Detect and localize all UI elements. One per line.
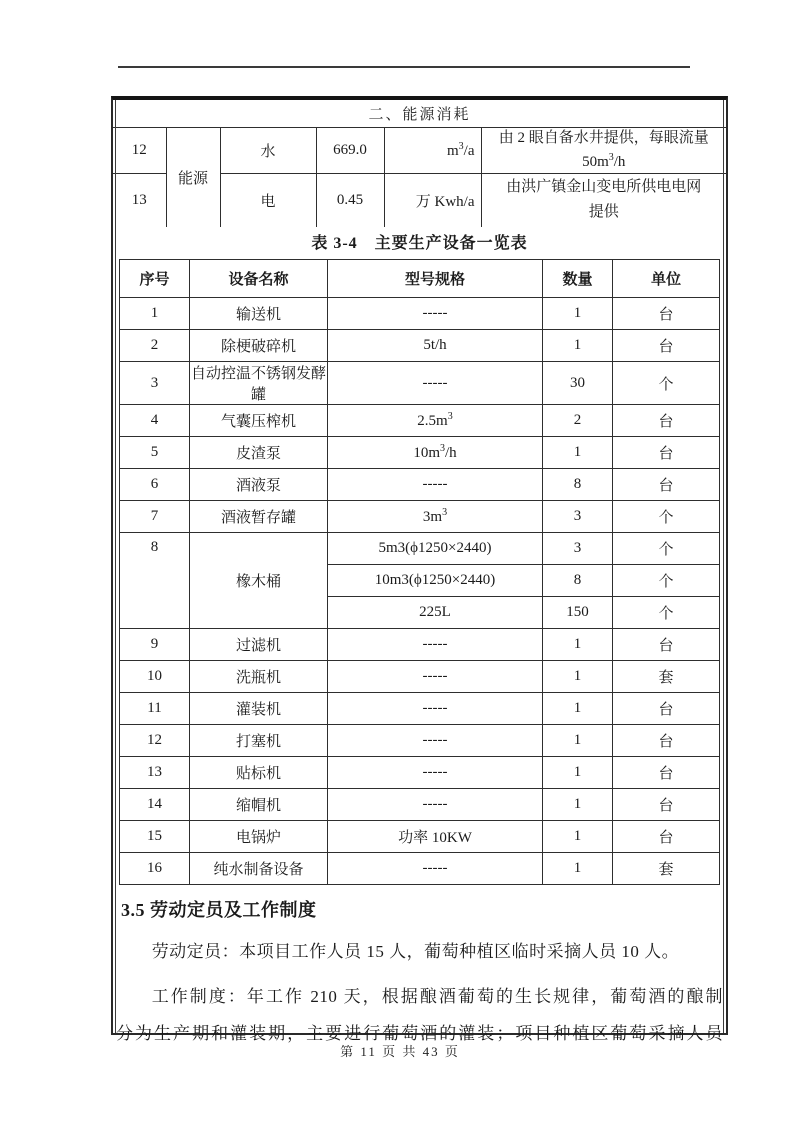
cell-unit: $m^3/a$ — [384, 127, 481, 173]
cell-name: 橡木桶 — [190, 533, 328, 629]
equipment-row — [120, 661, 720, 693]
cell-qty: 1 — [543, 789, 613, 821]
equipment-row — [120, 693, 720, 725]
column-header-spec: 型号规格 — [328, 260, 543, 298]
cell-qty: 1 — [543, 629, 613, 661]
cell-spec: ----- — [328, 469, 543, 501]
cell-qty: 1 — [543, 330, 613, 362]
cell-unit: 套 — [613, 661, 720, 693]
cell-qty: 1 — [543, 853, 613, 885]
equipment-header-row — [120, 260, 720, 298]
paragraph-schedule-line: 分为生产期和灌装期，主要进行葡萄酒的灌装；项目种植区葡萄采摘人员 — [116, 1024, 723, 1043]
cell-unit: 台 — [613, 629, 720, 661]
page-footer: 第 11 页 共 43 页 — [340, 1044, 460, 1059]
cell-spec: ----- — [328, 789, 543, 821]
cell-no: 16 — [120, 853, 190, 885]
section-heading: 3.5 劳动定员及工作制度 — [121, 900, 317, 920]
equipment-row — [120, 437, 720, 469]
cell-unit: 台 — [613, 821, 720, 853]
equipment-row — [120, 821, 720, 853]
cell-item: 水 — [220, 127, 316, 173]
cell-no: 12 — [120, 725, 190, 757]
cell-unit: 台 — [613, 330, 720, 362]
content-frame — [111, 96, 728, 1043]
cell-spec: ----- — [328, 362, 543, 405]
cell-qty: 2 — [543, 405, 613, 437]
cell-spec: ----- — [328, 853, 543, 885]
cell-no: 7 — [120, 501, 190, 533]
cell-no: 5 — [120, 437, 190, 469]
remark-line: 由 2 眼自备水井提供，每眼流量 — [498, 130, 709, 146]
cell-qty: 8 — [543, 469, 613, 501]
column-header-name: 设备名称 — [190, 260, 328, 298]
energy-section-title: 二、能源消耗 — [113, 100, 726, 127]
cell-qty: 1 — [543, 693, 613, 725]
remark-line: 提供 — [588, 204, 619, 221]
cell-spec: $10m^3/h$ — [328, 437, 543, 469]
cell-unit: 个 — [613, 362, 720, 405]
cell-remark — [481, 127, 726, 173]
cell-unit: 个 — [613, 565, 720, 597]
equipment-row — [120, 405, 720, 437]
cell-no: 9 — [120, 629, 190, 661]
cell-qty: 30 — [543, 362, 613, 405]
cell-value: 669.0 — [316, 127, 384, 173]
equipment-row — [120, 757, 720, 789]
cell-name: 打塞机 — [190, 725, 328, 757]
cell-qty: 1 — [543, 757, 613, 789]
cell-name: 自动控温不锈钢发酵罐 — [190, 362, 328, 405]
cell-no: 13 — [120, 757, 190, 789]
cell-no: 8 — [120, 533, 190, 629]
cell-qty: 3 — [543, 501, 613, 533]
energy-section-row — [113, 100, 726, 127]
cell-no: 13 — [113, 173, 166, 227]
cell-qty: 8 — [543, 565, 613, 597]
column-header-unit: 单位 — [613, 260, 720, 298]
cell-name: 过滤机 — [190, 629, 328, 661]
cell-spec: ----- — [328, 757, 543, 789]
cell-item: 电 — [220, 173, 316, 227]
equipment-row — [120, 298, 720, 330]
equipment-row — [120, 533, 720, 565]
cell-spec: ----- — [328, 693, 543, 725]
cell-name: 气囊压榨机 — [190, 405, 328, 437]
remark-line: $50m^3/h$ — [582, 152, 626, 170]
cell-spec: $3m^3$ — [328, 501, 543, 533]
cell-qty: 1 — [543, 821, 613, 853]
equipment-row — [120, 853, 720, 885]
cell-name: 酒液暂存罐 — [190, 501, 328, 533]
energy-row-water — [113, 127, 726, 173]
paragraph-staffing: 劳动定员：本项目工作人员 15 人，葡萄种植区临时采摘人员 10 人。 — [151, 942, 680, 961]
equipment-row — [120, 362, 720, 405]
cell-spec: 10m3(ϕ1250×2440) — [328, 565, 543, 597]
cell-qty: 1 — [543, 298, 613, 330]
cell-no: 15 — [120, 821, 190, 853]
cell-qty: 1 — [543, 661, 613, 693]
cell-unit: 台 — [613, 693, 720, 725]
cell-value: 0.45 — [316, 173, 384, 227]
cell-no: 1 — [120, 298, 190, 330]
cell-spec: $2.5m^3$ — [328, 405, 543, 437]
cell-unit: 个 — [613, 533, 720, 565]
cell-name: 缩帽机 — [190, 789, 328, 821]
cell-no: 6 — [120, 469, 190, 501]
energy-consumption-table — [113, 100, 726, 227]
cell-unit: 个 — [613, 501, 720, 533]
cell-qty: 1 — [543, 725, 613, 757]
cell-name: 灌装机 — [190, 693, 328, 725]
cell-spec: ----- — [328, 661, 543, 693]
cell-no: 11 — [120, 693, 190, 725]
cell-qty: 150 — [543, 597, 613, 629]
cell-spec: 5t/h — [328, 330, 543, 362]
equipment-row — [120, 629, 720, 661]
cell-no: 2 — [120, 330, 190, 362]
cell-spec: ----- — [328, 298, 543, 330]
cell-name: 电锅炉 — [190, 821, 328, 853]
column-header-no: 序号 — [120, 260, 190, 298]
cell-unit: 台 — [613, 469, 720, 501]
cell-spec: 225L — [328, 597, 543, 629]
cell-qty: 1 — [543, 437, 613, 469]
table-3-4-title: 表 3-4 主要生产设备一览表 — [311, 235, 528, 252]
cell-unit: 台 — [613, 757, 720, 789]
section-3-5 — [113, 897, 726, 1046]
equipment-row — [120, 789, 720, 821]
equipment-row — [120, 330, 720, 362]
cell-name: 酒液泵 — [190, 469, 328, 501]
cell-name: 贴标机 — [190, 757, 328, 789]
cell-no: 4 — [120, 405, 190, 437]
cell-spec: 5m3(ϕ1250×2440) — [328, 533, 543, 565]
column-header-qty: 数量 — [543, 260, 613, 298]
equipment-row — [120, 469, 720, 501]
cell-spec: ----- — [328, 725, 543, 757]
cell-name: 皮渣泵 — [190, 437, 328, 469]
cell-unit: 台 — [613, 789, 720, 821]
cell-unit: 个 — [613, 597, 720, 629]
cell-no: 10 — [120, 661, 190, 693]
cell-name: 纯水制备设备 — [190, 853, 328, 885]
cell-unit: 套 — [613, 853, 720, 885]
cell-qty: 3 — [543, 533, 613, 565]
cell-remark — [481, 173, 726, 227]
cell-category: 能源 — [166, 127, 220, 227]
equipment-row — [120, 501, 720, 533]
equipment-table — [119, 259, 720, 885]
paragraph-schedule-line: 工作制度：年工作 210 天，根据酿酒葡萄的生长规律，葡萄酒的酿制 — [151, 987, 723, 1006]
cell-no: 12 — [113, 127, 166, 173]
cell-unit: 台 — [613, 725, 720, 757]
cell-name: 输送机 — [190, 298, 328, 330]
cell-no: 3 — [120, 362, 190, 405]
cell-unit: 万 Kwh/a — [384, 173, 481, 227]
cell-spec: ----- — [328, 629, 543, 661]
cell-no: 14 — [120, 789, 190, 821]
equipment-row — [120, 725, 720, 757]
header-divider-rule — [118, 66, 690, 68]
cell-unit: 台 — [613, 437, 720, 469]
cell-name: 除梗破碎机 — [190, 330, 328, 362]
cell-name: 洗瓶机 — [190, 661, 328, 693]
remark-line: 由洪广镇金山变电所供电电网 — [506, 179, 702, 196]
cell-unit: 台 — [613, 405, 720, 437]
cell-unit: 台 — [613, 298, 720, 330]
cell-spec: 功率 10KW — [328, 821, 543, 853]
